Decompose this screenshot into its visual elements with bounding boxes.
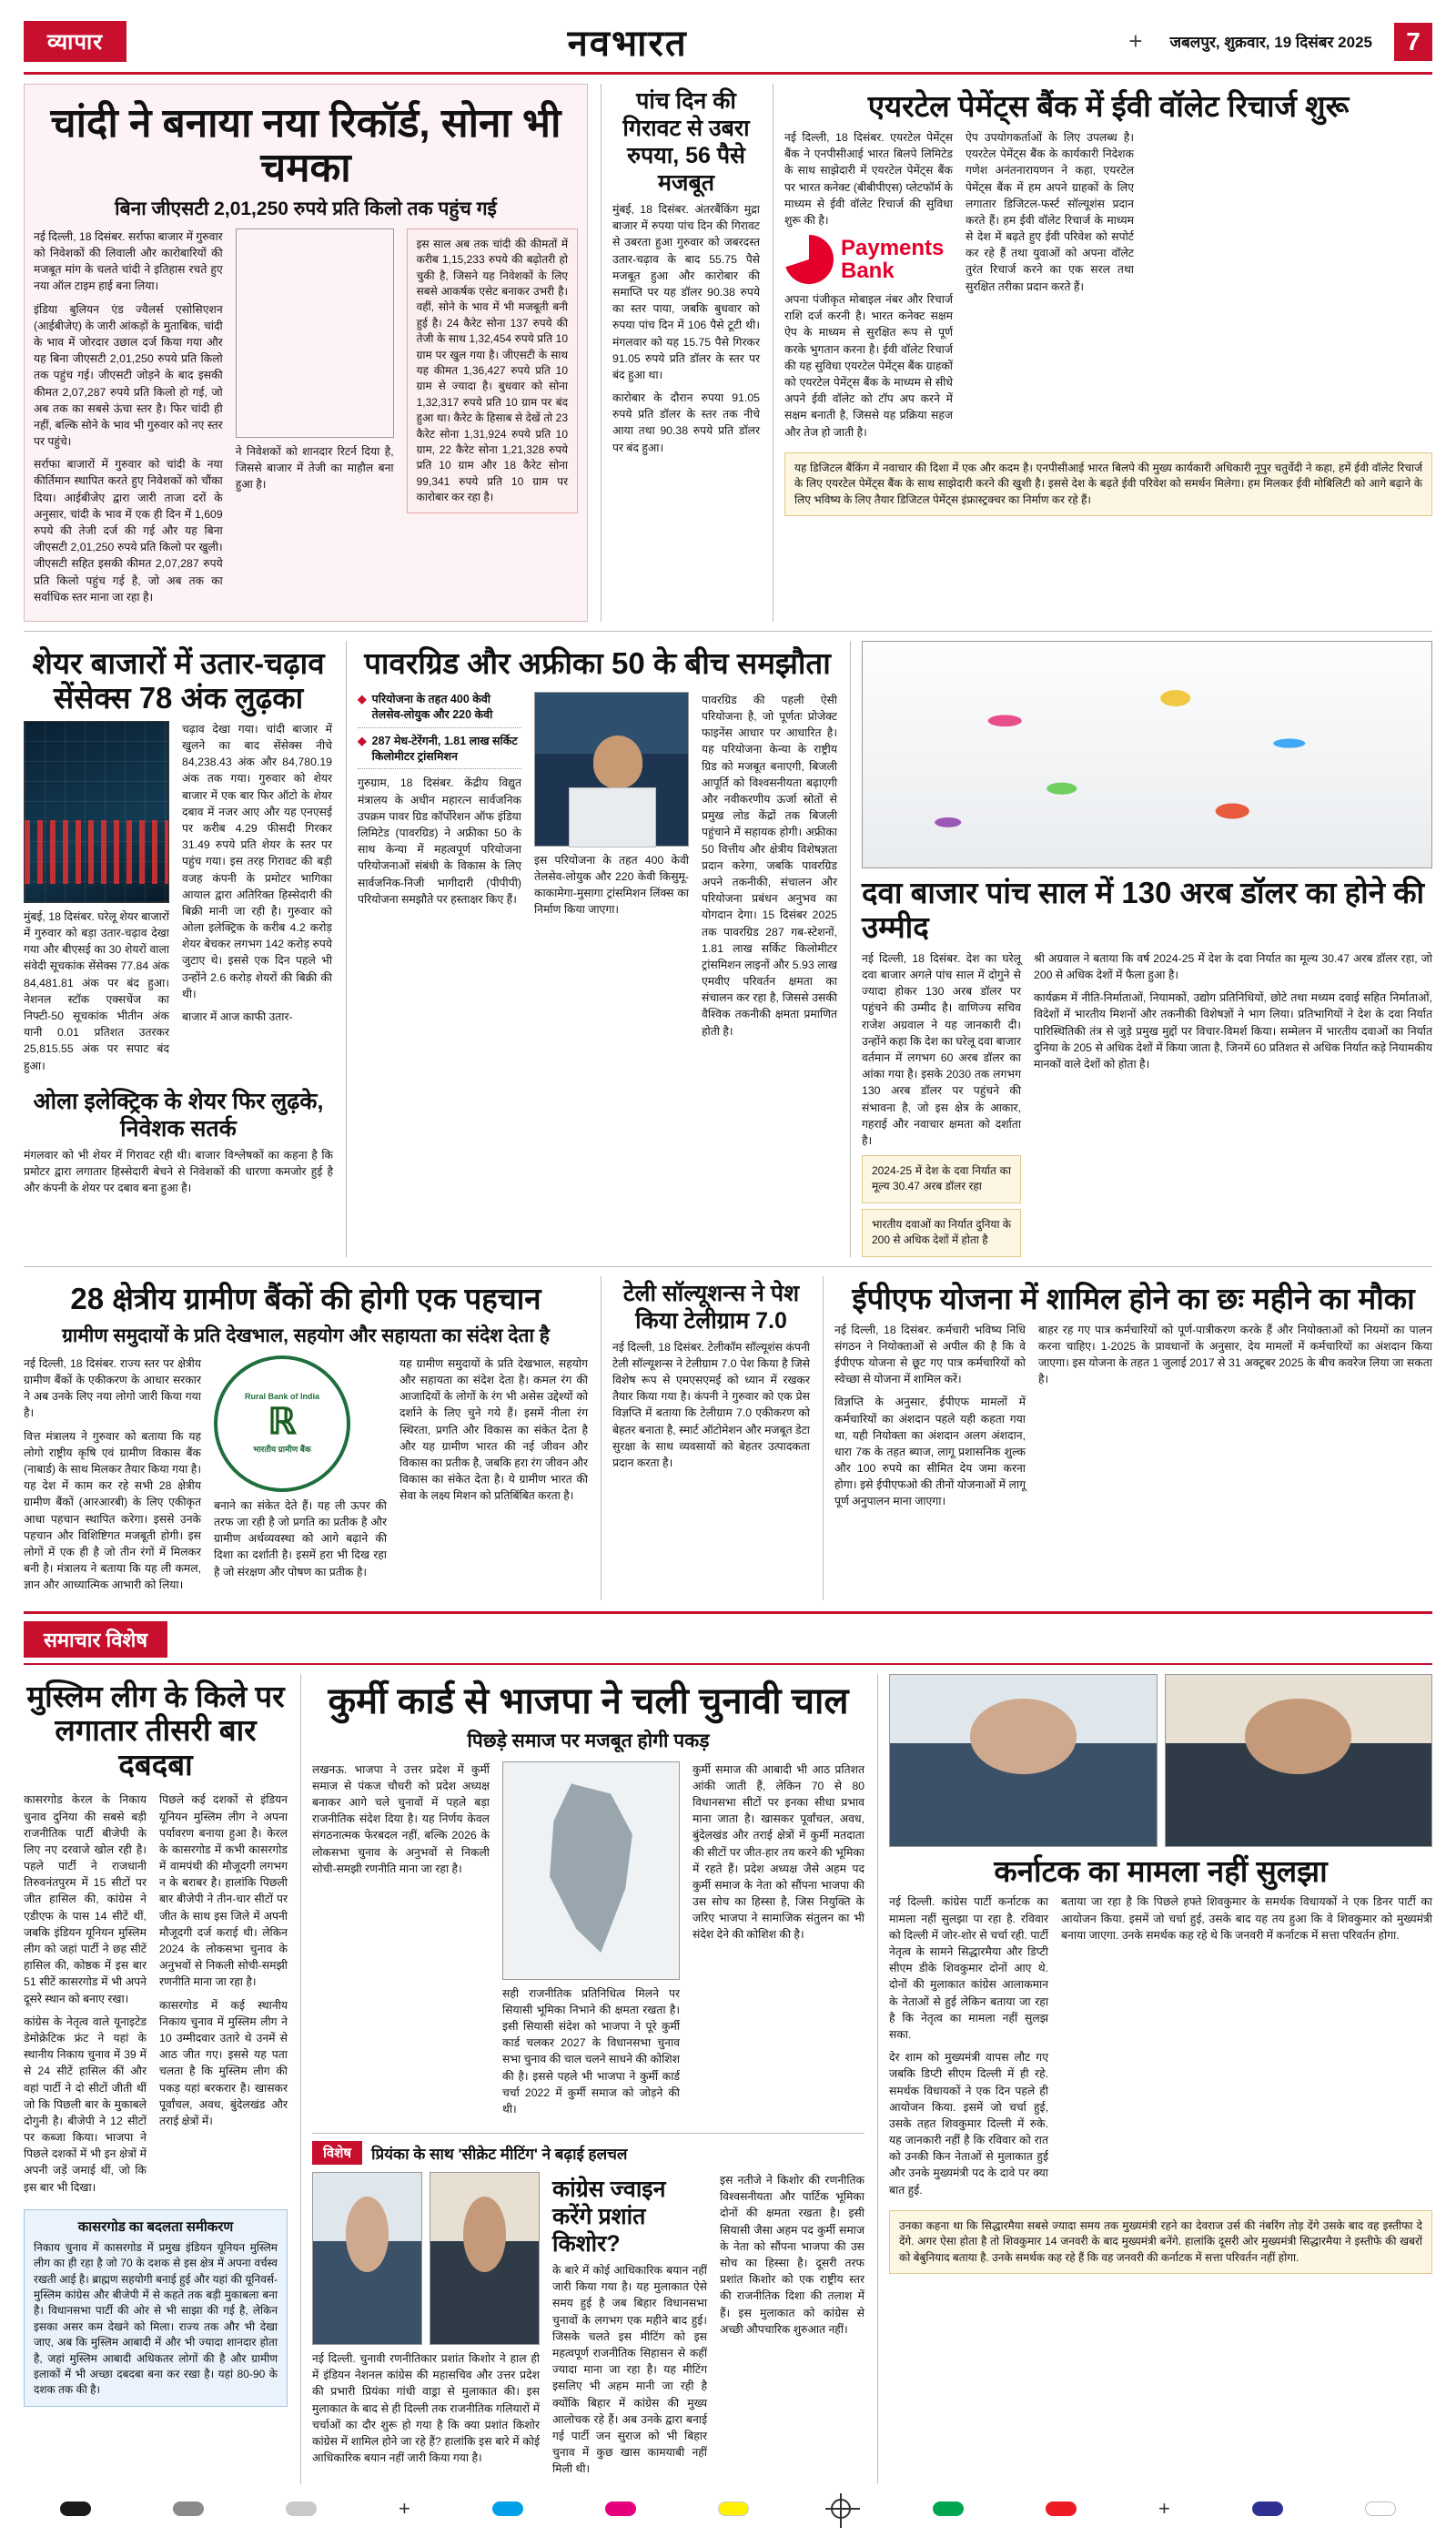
medicine-pills-photo [862,641,1432,868]
rrb-logo-top-text: Rural Bank of India [244,1392,319,1402]
ola-para-1: मंगलवार को भी शेयर में गिरावट रही थी। बाजार विश्लेषकों का कहना है कि प्रमोटर द्वारा लगातार हिस्सेदारी बेचने से निवेशकों की धारणा कमजोर हुई है और कंपनी के शेयर पर दबाव बना हुआ है। [24,1148,333,1195]
powergrid-para-1: गुरुग्राम, 18 दिसंबर. केंद्रीय विद्युत मंत्रालय के अधीन महारत्न सार्वजनिक उपक्रम पावर ग्रिड कॉर्पोरेशन ऑफ इंडिया लिमिटेड (पावरग्रिड) ने अफ्रीका 50 के साथ केन्या में महत्वपूर्ण परियोजना परियोजनाओं संबंधी के विकास के लिए सार्वजनिक-निजी भागीदारी (पीपीपी) परियोजना समझौते पर हस्ताक्षर किए हैं। [358,776,521,906]
kasaragod-box-title: कासरगोड का बदलता समीकरण [77,2218,234,2235]
masthead [24,16,1432,75]
pharma-highlight-box-1 [862,1155,1021,1203]
special-news-tag: समाचार विशेष [24,1621,167,1658]
paper-name: नवभारत [567,24,688,64]
page-number: 7 [1394,23,1432,61]
bullet-dot-icon: ◆ [358,734,367,747]
ml-para-1: कासरगोड केरल के निकाय चुनाव दुनिया की सबसे बड़ी राजनीतिक पार्टी बीजेपी के लिए नए दरवाजे खोल रही है। पहले पार्टी ने राजधानी तिरुवनंतपुरम में 15 सीटों पर जीत हासिल की, कांग्रेस ने एडीएफ के पास 14 सीटें थीं, जबकि इंडियन यूनियन मुस्लिम लीग को जहां पार्टी ने छह सीटें हासिल की, कोष्ठक में इस बार 51 सीटें कासरगोड में भी अपने दूसरे स्थान को बनाए रखा। [24,1793,147,2005]
market-para-2: चढ़ाव देखा गया। चांदी बाजार में खुलने का बाद सेंसेक्स नीचे 84,238.43 अंक और 84,780.19 अंक तक गया। गुरुवार को शेयर बाजार में एक बार फिर ऑटो के शेयर दबाव में नजर आए और यह एनएसई पर करीब 4.29 फीसदी गिरकर 31.49 रुपये प्रति शेयर के स्तर पर पहुंच गया। इस तरह गिरावट की बड़ी वजह कंपनी के प्रमोटर भागिका आयाल द्वारा अतिरिक्त हिस्सेदारी की बिक्री मानी जा रही है। गुरुवार को ओला इलेक्ट्रिक के करीब 4.2 करोड़ शेयर बेचकर लगभग 142 करोड़ रुपये जुटाए थे। इससे एक दिन पहले भी उन्होंने 2.6 करोड़ शेयरों की बिक्री की थी। [182,722,332,1000]
powergrid-bullet-2-text: 287 मेध-टेरेंगनी, 1.81 लाख सर्किट किलोमीटर ट्रांसमिशन [371,734,518,763]
lead-inset-box [407,228,578,514]
ml-para-2: कांग्रेस के नेतृत्व वाले यूनाइटेड डेमोक्रेटिक फ्रंट ने यहां के स्थानीय निकाय चुनाव में 39 में से 24 सीटें हासिल कीं और वहां पार्टी ने दो सीटों जीती थीं जो कि पिछली बार के मुकाबले दोगुनी है। बीजेपी ने 12 सीटों पर कब्जा किया। भाजपा ने पिछले दशकों में भी इन क्षेत्रों में अपनी जड़ें जमाई थीं, जो कि इस बार भी दिखा। [24,2014,147,2194]
powergrid-event-photo [534,692,689,847]
pharma-highlight-2: भारतीय दवाओं का निर्यात दुनिया के 200 से अधिक देशों में होता है [872,1217,1011,1247]
lead-inset-text: इस साल अब तक चांदी की कीमतों में करीब 1,15,233 रुपये की बढ़ोतरी हो चुकी है, जिसने यह निवेशकों के लिए सबसे आकर्षक एसेट बनाकर उभरी है। वहीं, सोने के भाव में भी मजबूती बनी हुई है। 24 कैरेट सोना 137 रुपये की तेजी के साथ 1,32,454 रुपये प्रति 10 ग्राम पर खुल गया है। जीएसटी के साथ यह कीमत 1,36,427 रुपये प्रति 10 ग्राम से ज्यादा है। बुधवार को सोना 1,32,317 रुपये प्रति 10 ग्राम पर बंद हुआ था। कैरेट के हिसाब से देखें तो 23 कैरेट सोना 1,31,924 रुपये प्रति 10 ग्राम, 22 कैरेट सोना 1,21,328 रुपये प्रति 10 ग्राम और 18 कैरेट सोना 99,341 रुपये प्रति 10 ग्राम पर कारोबार कर रहा है। [416,237,568,504]
prashant-para-1: नई दिल्ली. चुनावी रणनीतिकार प्रशांत किशोर ने हाल ही में इंडियन नेशनल कांग्रेस की महासचिव और उत्तर प्रदेश की प्रभारी प्रियंका गांधी वाड्रा से मुलाकात की। इस मुलाकात के बाद से ही दिल्ली तक राजनीतिक गलियारों में चर्चाओं का दौर शुरू हो गया है कि क्या प्रशांत किशोर कांग्रेस में शामिल होने जा रहे हैं? हालांकि इस बारे में कोई आधिकारिक बयान नहीं जारी किया गया है। [312,2352,540,2465]
vishesh-tag: विशेष [312,2141,362,2165]
karnataka-para-1: नई दिल्ली. कांग्रेस पार्टी कर्नाटक का मामला नहीं सुलझा पा रहा है. रविवार को दिल्ली में जोर-शोर से चर्चा रही. पार्टी नेतृत्व के सामने सिद्धारमैया और डिप्टी सीएम डीके शिवकुमार दोनों आए थे. दोनों की मुलाकात कांग्रेस आलाकमान के नेताओं से हुई लेकिन बताया जा रहा है कि नेतृत्व का मामला नहीं सुलझ सका. [889,1895,1048,2041]
kurmi-para-3: कुर्मी समाज की आबादी भी आठ प्रतिशत आंकी जाती हैं, लेकिन 70 से 80 विधानसभा सीटों पर इनका सीधा प्रभाव माना जाता है। खासकर पूर्वांचल, अवध, बुंदेलखंड और तराई क्षेत्रों में कुर्मी मतदाता की सीटों पर जीत-हार तय करने की भूमिका में रहते हैं। प्रदेश अध्यक्ष जैसे अहम पद कुर्मी समाज के नेता को सौंपना भाजपा की उस सोच का हिस्सा है, जिस नियुक्ति के जरिए भाजपा ने सामाजिक संतुलन का भी संदेश देने की कोशिश की है। [693,1762,864,1942]
airtel-para-2: अपना पंजीकृत मोबाइल नंबर और रिचार्ज राशि दर्ज करनी है। भारत कनेक्ट सक्षम ऐप के माध्यम से सुरक्षित रूप से पूर्ण करके भुगतान करना है। ईवी वॉलेट रिचार्ज की यह सुविधा एयरटेल पेमेंट्स बैंक ग्राहकों को एयरटेल पेमेंट्स बैंक के माध्यम से सीधे अपने ईवी वॉलेट को टॉप अप करने में सक्षम बनाती है, जिससे यह प्रक्रिया सहज और तेज हो जाती है। [784,293,953,439]
silver-coins-photo [236,228,394,438]
ml-para-4: कासरगोड में कई स्थानीय निकाय चुनाव में मुस्लिम लीग ने 10 उम्मीदवार उतारे थे उनमें से आठ जीत गए। इससे यह पता चलता है कि मुस्लिम लीग की पकड़ यहां बरकरार है। खासकर पूर्वांचल, अवध, बुंदेलखंड और तराई क्षेत्रों में। [159,1998,288,2127]
color-swatch [933,2501,964,2516]
lead-subhead: बिना जीएसटी 2,01,250 रुपये प्रति किलो तक पहुंच गई [115,198,497,219]
pharma-headline: दवा बाजार पांच साल में 130 अरब डॉलर का होने की उम्मीद [862,875,1425,944]
muslim-league-headline: मुस्लिम लीग के किले पर लगातार तीसरी बार दबदबा [26,1679,285,1782]
uttar-pradesh-map-photo [502,1761,680,1980]
powergrid-bullet-2 [358,734,521,770]
section-tag: व्यापार [24,21,126,62]
karnataka-note-box [889,2210,1432,2274]
airtel-logo-text-2: Bank [841,259,895,284]
stock-chart-photo [24,721,169,903]
lead-para-1: नई दिल्ली, 18 दिसंबर. सर्राफा बाजार में गुरुवार को निवेशकों की लिवाली और कारोबारियों की मजबूत मांग के चलते चांदी ने इतिहास रचते हुए नया ऑल टाइम हाई बना लिया। [34,229,223,293]
airtel-para-1: नई दिल्ली, 18 दिसंबर. एयरटेल पेमेंट्स बैंक ने एनपीसीआई भारत बिलपे लिमिटेड के साथ साझेदारी में एयरटेल पेमेंट्स बैंक पर भारत कनेक्ट (बीबीपीएस) प्लेटफॉर्म के माध्यम से ईवी वॉलेट रिचार्ज की सुविधा शुरू की है। [784,130,953,227]
print-color-bar [24,2484,1432,2537]
epf-para-3: बाहर रह गए पात्र कर्मचारियों को पूर्ण-पात्रीकरण करके हैं और नियोक्ताओं को नियमों का पालन करना चाहिए। 1-2025 के प्रावधानों के अनुसार, देय मामलों में कर्मचारियों का अंशदान किया जाएगा। इस योजना के तहत 1 जुलाई 2017 से 31 अक्टूबर 2025 के बीच कवरेज लिया जा सकता है। [1038,1323,1432,1386]
prashant-para-3: इस नतीजे ने किशोर की रणनीतिक विश्वसनीयता और पार्टिक भूमिका दोनों की क्षमता रखता है। इसी सियासी जैसा अहम पद कुर्मी समाज के नेता को सौंपना भाजपा की उस सोच का हिस्सा है। दूसरी तरफ प्रशांत किशोर को एक राष्ट्रीय स्तर की राजनीतिक दिशा की तलाश में हैं। इस मुलाकात को कांग्रेस से अच्छी औपचारिक शुरुआत नहीं। [720,2174,864,2336]
rupee-headline: पांच दिन की गिरावट से उबरा रुपया, 56 पैसे मजबूत [622,88,750,196]
priyanka-gandhi-photo [430,2172,540,2345]
rrb-para-1: नई दिल्ली, 18 दिसंबर. राज्य स्तर पर क्षेत्रीय ग्रामीण बैंकों के एकीकरण के आधार सरकार ने अब उनके लिए नया लोगो जारी किया गया है। [24,1356,201,1420]
powergrid-bullet-1 [358,692,521,728]
siddaramaiah-photo [889,1674,1158,1847]
epf-para-2: विज्ञप्ति के अनुसार, ईपीएफ मामलों में कर्मचारियों का अंशदान पहले यही कहता गया था, यही नियोक्ता का अंशदान अलग अंशदान, धारा 7क के तहत ब्याज, लागू प्रशासनिक शुल्क और 100 रुपये का सीमित देय जमा करना होगा। इसे ईपीएफओ की तीनों योजनाओं में लागू पूर्ण अनुपालन माना जाएगा। [834,1395,1026,1508]
pharma-para-1: नई दिल्ली, 18 दिसंबर. देश का घरेलू दवा बाजार अगले पांच साल में दोगुने से ज्यादा होकर 130 अरब डॉलर पर पहुंचने की उम्मीद है। वाणिज्य सचिव राजेश अग्रवाल ने यह जानकारी दी। उन्होंने कहा कि देश का घरेलू दवा बाजार वर्तमान में लगभग 60 अरब डॉलर का आंका गया है। इसके 2030 तक लगभग 130 अरब डॉलर पर पहुंचने की संभावना है, जो इस क्षेत्र के आकार, गहराई और नवाचार क्षमता को दर्शाता है। [862,951,1021,1147]
karnataka-note-text: उनका कहना था कि सिद्धारमैया सबसे ज्यादा समय तक मुख्यमंत्री रहने का देवराज उर्स की नंबरिंग तोड़ देंगे उसके बाद वह इस्तीफा दे देंगे. अगर ऐसा होता है तो शिवकुमार 14 जनवरी के बाद मुख्यमंत्री बनेंगे. हालांकि दूसरी ओर मुख्यमंत्री सिद्धारमैया ने इस्तीफे की खबरों को बेबुनियाद बताया है. उनके समर्थक कह रहे हैं कि वह जनवरी की कर्नाटक में सत्ता परिवर्तन नहीं होगा. [899,2218,1422,2264]
rrb-para-2: वित्त मंत्रालय ने गुरुवार को बताया कि यह लोगो राष्ट्रीय कृषि एवं ग्रामीण विकास बैंक (नाबार्ड) के साथ मिलकर तैयार किया गया है। यह देश में काम कर रहे सभी 28 क्षेत्रीय ग्रामीण बैंकों (आरआरबी) के लिए एकीकृत आधा पहचान स्थापित करेगा। इससे उनके पहचान और विशिष्टिगत मजबूती होगी। इस लोगों में एक ही है जो तीन रंगों में मिलकर बनी है। मंत्रालय ने बताया कि यह ली कमल, ज्ञान और आध्यात्मिक आभारी को लिया। [24,1429,201,1592]
airtel-para-3: ऐप उपयोगकर्ताओं के लिए उपलब्ध है। एयरटेल पेमेंट्स बैंक के कार्यकारी निदेशक गणेश अनंतनारायणन ने कहा, एयरटेल पेमेंट्स बैंक में हम अपने ग्राहकों के लिए लगातार डिजिटल-फर्स्ट सॉल्यूशंस प्रदान करते हैं। हम ईवी वॉलेट रिचार्ज के माध्यम से देश में बढ़ते हुए ईवी परिवेश को सपोर्ट कर रहे हैं तथा युवाओं को अपना वॉलेट तुरंत रिचार्ज करने का एक सरल तथा सुरक्षित तरीका प्रदान करते हैं। [966,130,1134,293]
color-swatch [1046,2501,1077,2516]
rupee-para-2: कारोबार के दौरान रुपया 91.05 रुपये प्रति डॉलर के स्तर तक नीचे आया तथा 90.38 रुपये प्रति डॉलर पर बंद हुआ। [612,391,760,454]
lead-para-4: ने निवेशकों को शानदार रिटर्न दिया है, जिससे बाजार में तेजी का माहौल बना हुआ है। [235,444,394,492]
pharma-highlight-1: 2024-25 में देश के दवा निर्यात का मूल्य 30.47 अरब डॉलर रहा [872,1164,1011,1193]
market-para-1: मुंबई, 18 दिसंबर. घरेलू शेयर बाजारों में गुरुवार को बड़ा उतार-चढ़ाव देखा गया और बीएसई का 30 शेयरों वाला संवेदी सूचकांक सेंसेक्स 77.84 अंक 84,481.81 अंक पर बंद हुआ। नेशनल स्टॉक एक्सचेंज का निफ्टी-50 सूचकांक भीतीन अंक यानी 0.01 प्रतिशत उतरकर 25,815.55 अंक पर सपाट बंद हुआ। [24,909,169,1072]
rrb-logo-letter: ℝ [268,1402,297,1443]
karnataka-para-2: देर शाम को मुख्यमंत्री वापस लौट गए जबकि डिप्टी सीएम दिल्ली में ही रहे. समर्थक विधायकों ने एक दिन पहले ही आयोजन किया. इसमें जो चर्चा हुई, उसके तहत शिवकुमार दिल्ली में रुके. यह जानकारी नहीं है कि रविवार को रात को उनकी किन नेताओं से मुलाकात हुई और उनके मुख्यमंत्री पद के दावे पर क्या बात हुई. [889,2051,1048,2197]
kasaragod-box-text: निकाय चुनाव में कासरगोड में प्रमुख इंडियन यूनियन मुस्लिम लीग का ही रहा है जो 70 के दशक से इस क्षेत्र में अपना वर्चस्व रखती आई है। ब्राह्मण सहयोगी बनाई हुई और यहां की यूनिवर्स-मुस्लिम कांग्रेस और बीजेपी में से कहते तक बड़ी मुकाबला बना है। विधानसभा पार्टी की ओर से भी साझा की गई है, लेकिन इसका असर कम देखने को मिला। राज्य तक और भी देखा जाए, अब कि मुस्लिम आबादी में और भी ज्यादा शानदार होता है, जहां मुस्लिम आबादी अधिकतर लोगों की है और ग्रामीण इलाकों में भी अच्छा दबदबा बना कर रखा है। यहां 80-90 के दशक तक की है। [34,2240,278,2397]
rrb-para-3: बनाने का संकेत देते हैं। यह ली ऊपर की तरफ जा रही है जो प्रगति का प्रतीक है और ग्रामीण अर्थव्यवस्था को आगे बढ़ाने की दिशा का दर्शाती है। इसमें हरा भी दिख रहा है जो संरक्षण और पोषण का प्रतीक है। [214,1498,387,1578]
color-swatch [492,2501,523,2516]
ml-para-3: पिछले कई दशकों से इंडियन यूनियन मुस्लिम लीग ने अपना पर्यावरण बनाया हुआ है। केरल के कासरगोड में कभी कासरगोड में वामपंथी की मौजूदगी लगभग न के बराबर है। हालांकि पिछली बार बीजेपी ने तीन-चार सीटों पर जीत के साथ इस जिले में अपनी मौजूदगी दर्ज कराई थी। लेकिन 2024 के लोकसभा चुनाव के अनुभवों से निकली सोची-समझी रणनीति माना जा रहा है। [159,1793,288,1989]
pharma-highlight-box-2 [862,1209,1021,1257]
epf-headline: ईपीएफ योजना में शामिल होने का छः महीने का मौका [852,1281,1415,1315]
rrb-subhead: ग्रामीण समुदायों के प्रति देखभाल, सहयोग और सहायता का संदेश देता है [62,1324,550,1346]
kurmi-subhead: पिछड़े समाज पर मजबूत होगी पकड़ [467,1730,710,1752]
karnataka-headline: कर्नाटक का मामला नहीं सुलझा [994,1853,1328,1888]
prashant-headline: कांग्रेस ज्वाइन करेंगे प्रशांत किशोर? [552,2177,666,2258]
pharma-para-2: श्री अग्रवाल ने बताया कि वर्ष 2024-25 में देश के दवा निर्यात का मूल्य 30.47 अरब डॉलर रहा, जो 200 से अधिक देशों में फैला हुआ है। [1034,951,1432,982]
telecom-headline: टेली सॉल्यूशन्स ने पेश किया टेलीग्राम 7.0 [622,1280,800,1334]
kurmi-headline: कुर्मी कार्ड से भाजपा ने चली चुनावी चाल [328,1680,849,1721]
color-swatch [605,2501,636,2516]
airtel-headline: एयरटेल पेमेंट्स बैंक में ईवी वॉलेट रिचार्ज शुरू [867,89,1350,123]
rural-bank-logo [214,1355,350,1492]
date-line: जबलपुर, शुक्रवार, 19 दिसंबर 2025 [1169,34,1372,51]
pharma-para-3: कार्यक्रम में नीति-निर्माताओं, नियामकों, उद्योग प्रतिनिधियों, छोटे तथा मध्यम दवाई सहित निर्माताओं, विदेशों में भारतीय मिशनों और तकनीकी विशेषज्ञों ने भाग लिया। प्रतिभागियों ने देश के दवा निर्यात पारिस्थितिकी तंत्र से जुड़े प्रमुख मुद्दों पर विचार-विमर्श किया। सम्मेलन में भारतीय दवाओं का निर्यात दुनिया के 205 से अधिक देशों में किया जाता है, जिनमें 60 प्रतिशत से अधिक निर्यात कड़े नियामकीय मानकों वाले देशों को होता है। [1034,991,1432,1071]
karnataka-para-3: बताया जा रहा है कि पिछले हफ्ते शिवकुमार के समर्थक विधायकों ने एक डिनर पार्टी का आयोजन किया. इसमें जो चर्चा हुई, उसके बाद यह तय हुआ कि वे शिवकुमार को मुख्यमंत्री बनाया जाएगा. उनके समर्थक कह रहे थे कि जनवरी में कर्नाटक में सत्ता परिवर्तन होगा. [1061,1895,1432,1942]
prashant-priyanka-photos [312,2172,540,2345]
karnataka-leaders-photos [889,1674,1432,1847]
airtel-logo-text-1: Payments [841,235,945,260]
color-swatch [718,2501,749,2516]
market-headline: शेयर बाजारों में उतार-चढ़ाव सेंसेक्स 78 अंक लुढ़का [32,645,325,715]
rrb-headline: 28 क्षेत्रीय ग्रामीण बैंकों की होगी एक पहचान [70,1281,541,1315]
powergrid-headline: पावरग्रिड और अफ्रीका 50 के बीच समझौता [364,645,831,680]
color-swatch [1252,2501,1283,2516]
lead-para-3: सर्राफा बाजारों में गुरुवार को चांदी के नया कीर्तिमान स्थापित करते हुए निवेशकों को चौंका दिया। आईबीजेए द्वारा जारी ताजा दरों के अनुसार, चांदी के भाव में एक ही दिन में 1,609 रुपये की तेजी दर्ज की गई और यह बिना जीएसटी 2,01,250 रुपये प्रति किलो पर खुली। जीएसटी सहित इसकी कीमत 2,07,287 रुपये प्रति किलो पहुंच गई है, जो अब तक का सर्वाधिक स्तर माना जा रहा है। [34,458,223,604]
rupee-para-1: मुंबई, 18 दिसंबर. अंतरबैंकिंग मुद्रा बाजार में रुपया पांच दिन की गिरावट से उबरता हुआ गुरुवार को जबरदस्त उतार-चढ़ाव के बाद 55.75 पैसे मजबूत हुआ और कारोबार की समाप्ति पर यह डॉलर 90.38 रुपये का स्तर पाया, जबकि बुधवार को रुपया पांच दिन में 106 पैसे टूटी थी। मंगलवार को यह 15.75 पैसे गिरकर 91.05 रुपये प्रति डॉलर के स्तर पर बंद हुआ था। [612,203,760,381]
kurmi-para-2: सही राजनीतिक प्रतिनिधित्व मिलने पर सियासी भूमिका निभाने की क्षमता रखता है। इसी सियासी संदेश को भाजपा ने पूरे कुर्मी कार्ड चलकर 2027 के विधानसभा चुनाव सभा चुनाव की चाल चलने साधने की कोशिश की है। इससे पहले भी भाजपा ने कुर्मी कार्ड चर्चा 2022 में कुर्मी समाज को जोड़ने की थी। [502,1986,680,2116]
prashant-kishor-photo [312,2172,422,2345]
color-swatch [60,2501,91,2516]
airtel-note-text: यह डिजिटल बैंकिंग में नवाचार की दिशा में एक और कदम है। एनपीसीआई भारत बिलपे की मुख्य कार्यकारी अधिकारी नूपुर चतुर्वेदी ने कहा, हमें ईवी वॉलेट रिचार्ज के लिए एयरटेल पेमेंट्स बैंक के साथ साझेदारी करने की खुशी है। इससे देश के बढ़ते ईवी परिवेश को समर्थन मिलेगा। हम मिलकर ईवी मोबिलिटी को आगे बढ़ाने के लिए भविष्य के लिए तैयार डिजिटल पेमेंट्स इंफ्रास्ट्रक्चर का निर्माण कर रहे हैं। [794,461,1422,506]
airtel-mark-icon [784,235,834,284]
color-swatch [286,2501,317,2516]
special-news-tag-wrap [24,1621,1432,1658]
kurmi-para-1: लखनऊ. भाजपा ने उत्तर प्रदेश में कुर्मी समाज से पंकज चौधरी को प्रदेश अध्यक्ष बनाकर आगे चले चुनावों में पहले बड़ा राजनीतिक संदेश दिया है। यह निर्णय केवल संगठनात्मक फेरबदल नहीं, बल्कि 2026 के लोकसभा चुनाव के अनुभवों से निकली सोची-समझी रणनीति माना जा रहा है। [312,1762,490,1875]
market-para-3: बाजार में आज काफी उतार- [182,1010,293,1024]
registration-plus-icon: + [399,2496,410,2520]
dk-shivakumar-photo [1165,1674,1433,1847]
plus-icon: + [1128,27,1143,55]
color-swatch [1365,2501,1396,2516]
airtel-note-box [784,452,1432,516]
epf-para-1: नई दिल्ली, 18 दिसंबर. कर्मचारी भविष्य निधि संगठन ने नियोक्ताओं से अपील की है कि वे ईपीएफ योजना से छूट गए पात्र कर्मचारियों को स्वेच्छा से योजना में शामिल करें। [834,1323,1026,1386]
powergrid-para-2: इस परियोजना के तहत 400 केवी तेलसेव-लोयुक और 220 केवी किसुमू-काकामेगा-मुसागा ट्रांसमिशन लिंक्स का निर्माण किया जाएगा। [534,853,689,917]
registration-target-icon [831,2499,851,2519]
telecom-para-1: नई दिल्ली, 18 दिसंबर. टेलीकॉम सॉल्यूशंस कंपनी टेली सॉल्यूशन्स ने टेलीग्राम 7.0 पेश किया है जिसे विशेष रूप से एमएसएमई को ध्यान में रखकर तैयार किया गया है। कंपनी ने गुरुवार को एक प्रेस विज्ञप्ति में बताया कि टेलीग्राम 7.0 एकीकरण को बेहतर बनाता है, स्मार्ट ऑटोमेशन और मजबूत डेटा सुरक्षा के साथ व्यवसायों को बेहतर उत्पादकता प्रदान करता है। [612,1340,810,1469]
bullet-dot-icon: ◆ [358,692,367,705]
kasaragod-box [24,2209,288,2407]
powergrid-bullet-1-text: परियोजना के तहत 400 केवी तेलसेव-लोयुक और 220 केवी [371,692,493,721]
color-swatch [173,2501,204,2516]
registration-plus-icon: + [1158,2496,1170,2520]
powergrid-para-3: पावरग्रिड की पहली ऐसी परियोजना है, जो पूर्णतः प्रोजेक्ट फाइनेंस आधार पर आधारित है। यह परियोजना केन्या के राष्ट्रीय ग्रिड को मजबूत बनाएगी, बिजली आपूर्ति को विश्वसनीयता बढ़ाएगी और नवीकरणीय ऊर्जा स्रोतों से प्रमुख लोड केंद्रों तक बिजली पहुंचाने में सहायक होगी। अफ्रीका 50 वित्तीय और क्षेत्रीय विशेषज्ञता प्रदान करेगा, जबकि पावरग्रिड अपने तकनीकी, संचालन और परियोजना प्रबंधन अनुभव का योगदान देगा। 15 दिसंबर 2025 तक पावरग्रिड 287 गब-स्टेशनों, 1.81 लाख सर्किट किलोमीटर ट्रांसमिशन लाइनों और 5.93 लाख एमवीए परिवर्तन क्षमता का संचालन कर रहा है, जिससे उसकी वैश्विक तकनीकी क्षमता प्रमाणित होती है। [702,693,837,1038]
prashant-kicker: प्रियंका के साथ 'सीक्रेट मीटिंग' ने बढ़ाई हलचल [371,2145,628,2163]
lead-headline: चांदी ने बनाया नया रिकॉर्ड, सोना भी चमका [50,101,561,191]
lead-para-2: इंडिया बुलियन एंड ज्वैलर्स एसोसिएशन (आईबीजेए) के जारी आंकड़ों के मुताबिक, चांदी के भाव में जोरदार उछाल दर्ज किया गया और यह बिना जीएसटी 2,01,250 रुपये प्रति किलो तक पहुंच गई। जीएसटी जोड़ने के बाद इसकी कीमत 2,07,287 रुपये प्रति किलो हो गई, जो अब तक का सबसे ऊंचा स्तर है। फिर चांदी ही नहीं, बल्कि सोने के भाव भी गुरुवार को नए स्तर पर पहुंचे। [34,302,223,449]
ola-headline: ओला इलेक्ट्रिक के शेयर फिर लुढ़के, निवेशक सतर्क [33,1088,324,1142]
prashant-para-2: के बारे में कोई आधिकारिक बयान नहीं जारी किया गया है। यह मुलाकात ऐसे समय हुई है जब बिहार विधानसभा चुनावों के लगभग एक महीने बाद हुई। जिसके चलते इस मीटिंग को इस महत्वपूर्ण राजनीतिक सिहासन से कहीं ज्यादा माना जा रहा है। यह मीटिंग इसलिए भी अहम मानी जा रही है क्योंकि बिहार में कांग्रेस की मुख्य आलोचक रहे हैं। अब उनके द्वारा बनाई गई पार्टी जन सुराज को भी बिहार चुनाव में कुछ खास कामयाबी नहीं मिली थी। [552,2264,707,2476]
airtel-payments-bank-logo [784,235,953,284]
rrb-para-4: यह ग्रामीण समुदायों के प्रति देखभाल, सहयोग और सहायता का संदेश देता है। कमल रंग की आजादियों के लोगों के रंग भी असेस उद्देश्यों को दर्शाने के लिए चुने गये हैं। इसमें नीला रंग स्थिरता, प्रगति और विकास का संकेत देता है और यह ग्रामीण भारत की नई जीवन और विकास का प्रतीक है, जबकि हरा रंग जीवन और विकास का संकेत देता है। ये ग्रामीण भारत की सेवा के लक्ष्य मिशन को प्रतिबिंबित करता है। [399,1356,588,1503]
rrb-logo-bottom-text: भारतीय ग्रामीण बैंक [253,1445,311,1455]
